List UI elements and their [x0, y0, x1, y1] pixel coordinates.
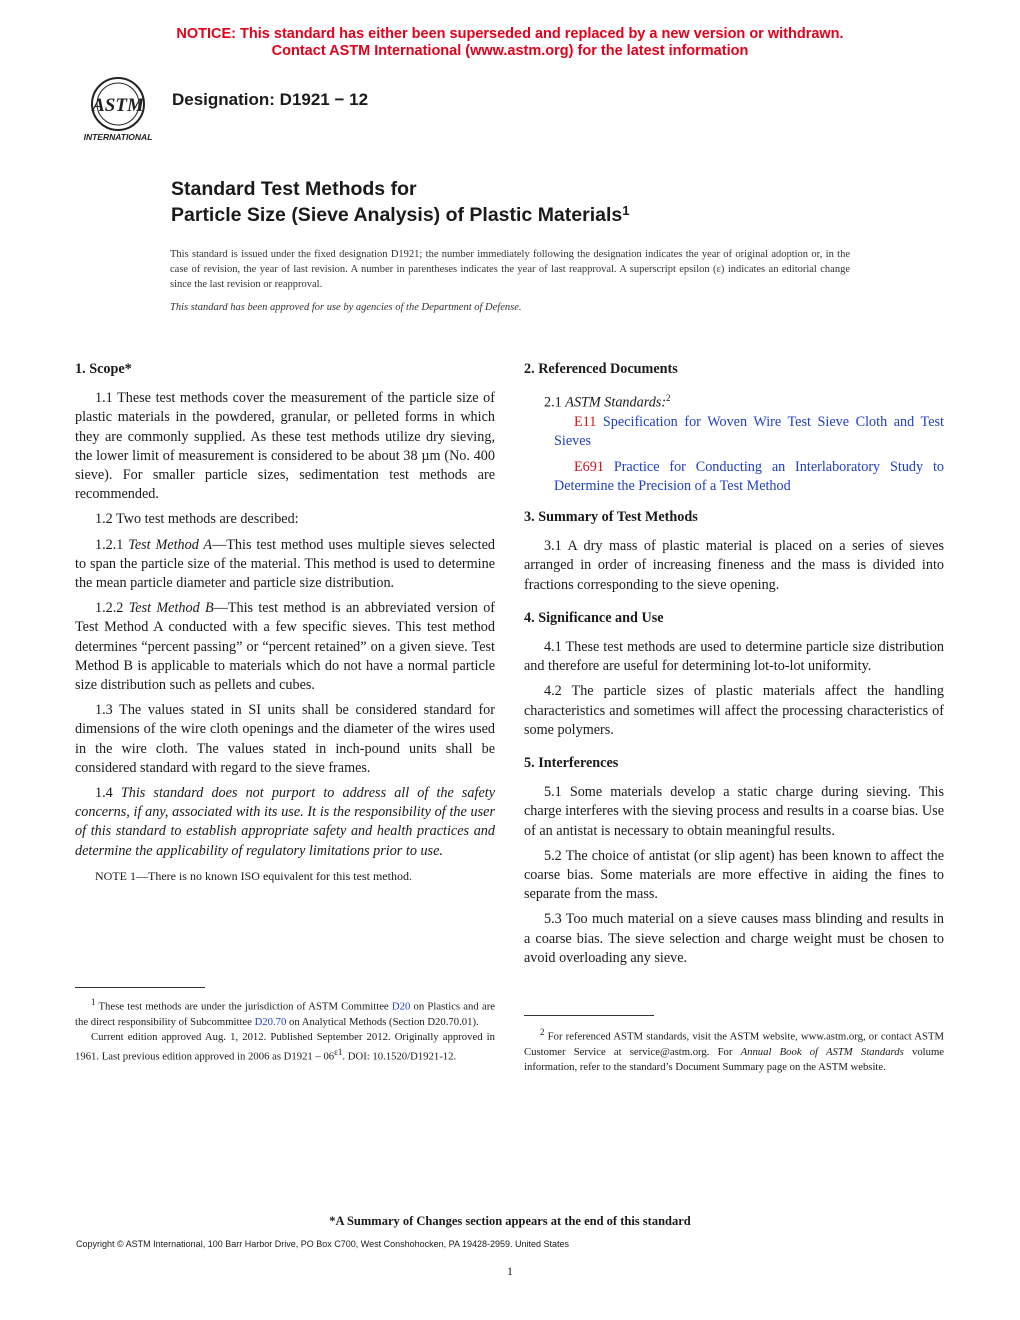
- para-3-1: 3.1 A dry mass of plastic material is placed on a series of sieves arranged in order of increasing fineness and the mass is divided into fractions corresponding to the sieve opening.: [524, 538, 944, 593]
- right-column: [524, 360, 944, 974]
- designation: Designation: D1921 − 12: [172, 90, 369, 109]
- para-5-3: 5.3 Too much material on a sieve causes mass blinding and results in a coarse bias. The sieve selection and charge weight must be chosen to avoid overloading any sieve.: [524, 911, 944, 966]
- para-4-1: 4.1 These test methods are used to determine particle size distribution and therefore are useful for determining lot-to-lot uniformity.: [524, 638, 944, 675]
- para-1-3: 1.3 The values stated in SI units shall be considered standard for dimensions of the wire cloth openings and the diameter of the wires used in the wire cloth. The values stated in inch-pound units shall be considered standard with regard to the sieve frames.: [75, 702, 495, 776]
- footnote-rule-left: [75, 987, 205, 988]
- reference-e11[interactable]: [524, 413, 944, 451]
- section-4-heading: 4. Significance and Use: [524, 609, 664, 626]
- link-d20[interactable]: D20: [391, 1000, 411, 1013]
- section-3-heading: 3. Summary of Test Methods: [524, 508, 698, 525]
- para-1-1: 1.1 These test methods cover the measurement of the particle size of plastic materials in the powdered, granular, or pelleted forms in which they are commonly supplied. As these test methods utilize dry sieving, the lower limit of measurement is considered to be about 38 µm (No. 400 sieve). For smaller particle sizes, sedimentation test methods are recommended.: [75, 390, 495, 503]
- reference-e691[interactable]: [524, 458, 944, 496]
- footnote-1: $^1$ These test methods are under the jurisdiction of ASTM Committee D20 on Plastics and are the direct responsibility of Subcommittee D20.70 on Analytical Methods (Section D20.70.01). Current edition approved Aug. 1, 2012. Published September 2012. Originally approved in 1961. Last previous edition approved in 2006 as $D1921 - 06^{\varepsilon 1}$. DOI: 10.1520/D1921-12.: [75, 997, 496, 1063]
- para-5-1: 5.1 Some materials develop a static charge during sieving. This charge interferes with the sieving process and results in a coarse bias. Use of an antistat is necessary to obtain meaningful results.: [524, 784, 944, 839]
- logo-text: ASTM: [92, 95, 144, 116]
- ref-link-e691[interactable]: Practice for Conducting an Interlaboratory Study to Determine the Precision of a Test Method: [554, 458, 945, 494]
- title-footnote-ref[interactable]: 1: [622, 203, 630, 218]
- footnote-rule-right: [524, 1015, 654, 1016]
- logo-subtext: INTERNATIONAL: [83, 132, 153, 142]
- para-1-4: 1.4 This standard does not purport to address all of the safety concerns, if any, associated with its use. It is the responsibility of the user of this standard to establish appropriate safety and health practices and determine the applicability of regulatory limitations prior to use.: [75, 785, 495, 859]
- copyright: Copyright © ASTM International, 100 Barr Harbor Drive, PO Box C700, West Conshohocken, PA 19428-2959. United States: [76, 1239, 570, 1249]
- summary-of-changes-note: *A Summary of Changes section appears at the end of this standard: [329, 1214, 691, 1228]
- ref-code-e11[interactable]: E11: [574, 414, 597, 431]
- title-line-1: Standard Test Methods for: [171, 178, 417, 200]
- section-2-heading: 2. Referenced Documents: [524, 361, 678, 377]
- section-1-heading: 1. Scope*: [75, 361, 132, 377]
- notice-line-2: Contact ASTM International (www.astm.org) for the latest information: [271, 43, 749, 59]
- para-1-2-2: 1.2.2 Test Method B—This test method is an abbreviated version of Test Method A conducted with a few specific sieves. This test method determines “percent passing” or “percent retained” on a given sieve. Test Method B is applicable to materials which do not have a normal particle size distribution such as pellets and cubes.: [75, 600, 496, 694]
- para-4-2: 4.2 The particle sizes of plastic materials affect the handling characteristics and sometimes will affect the processing characteristics of some polymers.: [524, 683, 944, 738]
- ref-link-e11[interactable]: Specification for Woven Wire Test Sieve Cloth and Test Sieves: [554, 414, 944, 450]
- note-1: NOTE 1—There is no known ISO equivalent for this test method.: [95, 868, 412, 883]
- title-line-2: Particle Size (Sieve Analysis) of Plastic Materials$^1$: [171, 203, 630, 226]
- section-5-heading: 5. Interferences: [524, 754, 619, 771]
- left-column: [75, 360, 495, 892]
- para-2-1: 2.1 ASTM Standards:$^2$: [544, 393, 671, 411]
- ref-code-e691[interactable]: E691: [574, 458, 604, 475]
- standard-note: This standard is issued under the fixed designation D1921; the number immediately following the designation indicates the year of original adoption or, in the case of revision, the year of last revision. A number in parentheses indicates the year of last reapproval. A superscript epsilon (ε) indicates an editorial change since the last revision or reapproval.: [170, 249, 850, 290]
- para-5-2: 5.2 The choice of antistat (or slip agent) has been known to affect the coarse bias. Some materials are more effective in aiding the fines to separate from the mass.: [524, 847, 944, 903]
- page-number: 1: [507, 1264, 513, 1278]
- notice-banner: [0, 26, 1020, 60]
- para-1-2: 1.2 Two test methods are described:: [95, 511, 299, 528]
- document-title: [171, 176, 629, 228]
- para-1-2-1: 1.2.1 Test Method A—This test method uses multiple sieves selected to span the particle size of the material. This method is used to determine the mean particle diameter and particle size distribution.: [75, 536, 496, 592]
- link-d20-70[interactable]: D20.70: [254, 1015, 287, 1028]
- approved-note: This standard has been approved for use by agencies of the Department of Defense.: [170, 302, 522, 313]
- notice-line-1: NOTICE: This standard has either been superseded and replaced by a new version or withdrawn.: [176, 26, 844, 42]
- astm-logo: [72, 74, 164, 146]
- footnote-2: $^2$ For referenced ASTM standards, visit the ASTM website, www.astm.org, or contact ASTM Customer Service at service@astm.org. For Annual Book of ASTM Standards volume information, refer to the standard’s Document Summary page on the ASTM website.: [524, 1027, 945, 1073]
